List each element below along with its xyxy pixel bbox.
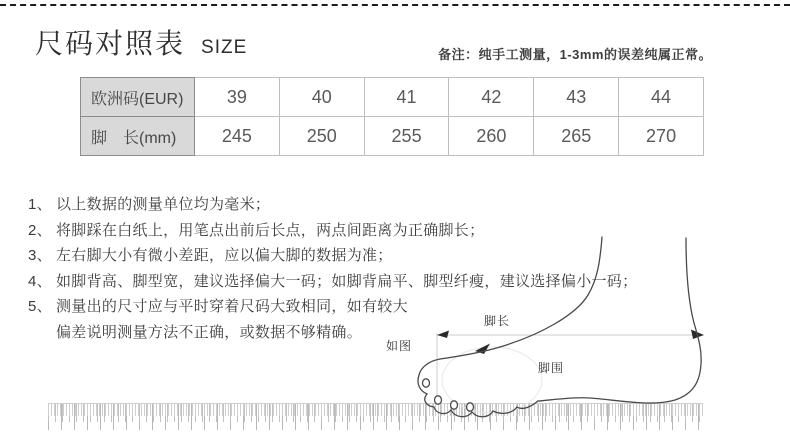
- note-text: 以上数据的测量单位均为毫米；: [56, 196, 271, 213]
- top-dashed-divider: [0, 4, 790, 6]
- note-number: 4、: [28, 272, 52, 290]
- foot-length-cell: 245: [195, 117, 280, 156]
- foot-length-cell: 260: [449, 117, 534, 156]
- note-number: 2、: [28, 221, 52, 239]
- eur-size-cell: 42: [449, 78, 534, 117]
- eur-size-cell: 44: [619, 78, 704, 117]
- foot-top-line: [440, 237, 602, 359]
- measurement-remark: 备注：纯手工测量，1-3mm的误差纯属正常。: [438, 47, 712, 62]
- eur-size-cell: 41: [364, 78, 449, 117]
- toenail-icon: [435, 396, 442, 404]
- size-table: [80, 77, 704, 156]
- note-text: 左右脚大小有微小差距，应以偏大脚的数据为准；: [56, 247, 393, 264]
- page-subtitle: SIZE: [201, 37, 248, 58]
- foot-heel-line: [538, 238, 701, 403]
- toenail-icon: [467, 403, 474, 411]
- arrow-left-icon: [437, 331, 449, 339]
- foot-length-cell: 265: [534, 117, 619, 156]
- foot-length-row-header: 脚 长(mm): [81, 117, 195, 156]
- foot-length-row: [81, 117, 704, 156]
- note-number: 1、: [28, 196, 52, 213]
- note-text: 如脚背高、脚型宽，建议选择偏大一码；如脚背扁平、脚型纤瘦，建议选择偏小一码；: [56, 272, 638, 290]
- page-header: [35, 22, 247, 62]
- eur-size-cell: 43: [534, 78, 619, 117]
- foot-measurement-diagram: [380, 225, 790, 439]
- label-foot-length: 脚长: [484, 314, 511, 328]
- page-title: 尺码对照表: [35, 28, 186, 59]
- measurement-lines: [437, 333, 702, 402]
- toenail-icon: [423, 379, 430, 387]
- note-number: 5、: [28, 298, 52, 315]
- note-text: 将脚踩在白纸上，用笔点出前后长点，两点间距离为正确脚长；: [56, 221, 485, 239]
- label-as-shown: 如图: [386, 339, 413, 353]
- foot-outline: [418, 237, 701, 417]
- eur-size-cell: 40: [279, 78, 364, 117]
- note-text-line2: 偏差说明测量方法不正确，或数据不够精确。: [56, 323, 363, 341]
- eur-size-cell: 39: [195, 78, 280, 117]
- foot-length-cell: 250: [279, 117, 364, 156]
- label-foot-girth: 脚围: [538, 361, 565, 375]
- measurement-arrows: [437, 330, 704, 355]
- note-text: 测量出的尺寸应与平时穿着尺码大致相同，如有较大: [56, 298, 408, 315]
- eur-row-header: 欧洲码(EUR): [81, 78, 195, 117]
- eur-size-row: [81, 78, 704, 117]
- note-number: 3、: [28, 247, 52, 264]
- note-item-1: [28, 192, 637, 218]
- foot-length-cell: 270: [619, 117, 704, 156]
- foot-toes-line: [418, 359, 538, 417]
- toenail-icon: [451, 401, 458, 409]
- foot-length-cell: 255: [364, 117, 449, 156]
